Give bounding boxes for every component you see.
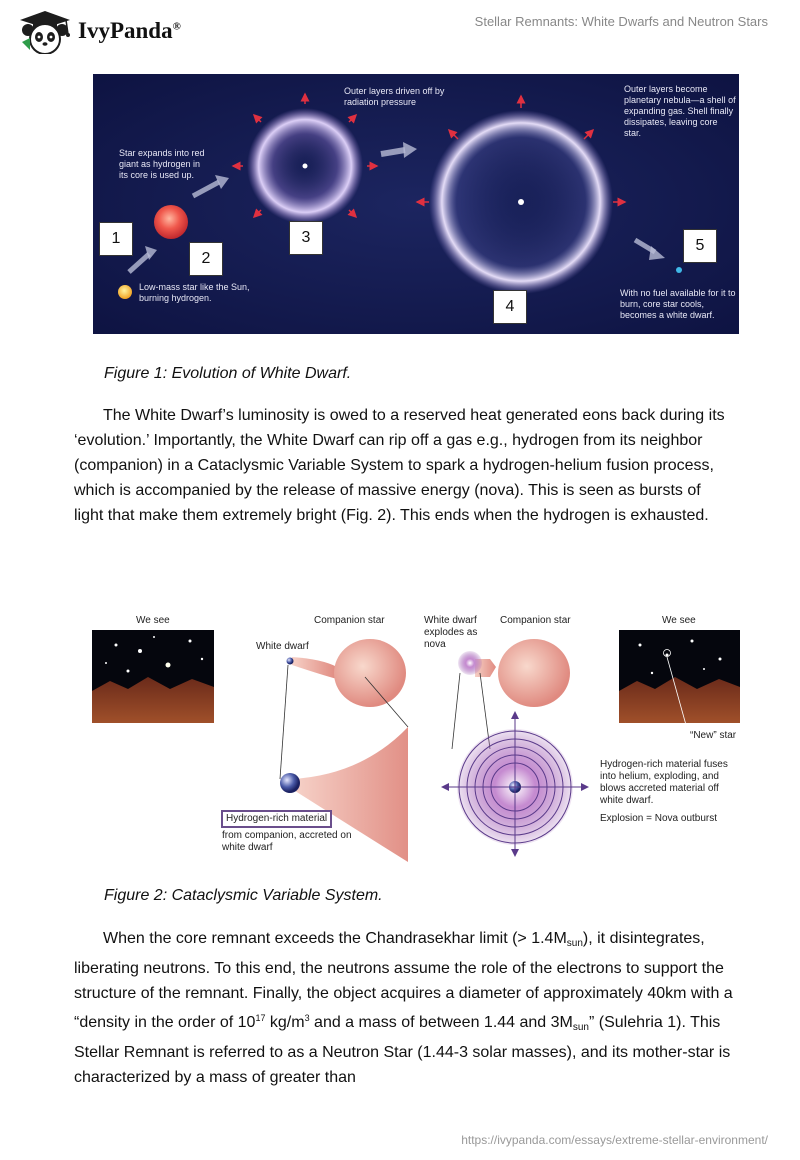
label-companion-star-left: Companion star: [314, 615, 385, 626]
page-title: Stellar Remnants: White Dwarfs and Neutron Stars: [474, 14, 768, 29]
label-planetary-nebula: Outer layers become planetary nebula—a shell of expanding gas. Shell finally dissipates, leaving core star.: [624, 84, 736, 138]
figure-cataclysmic-variable: [92, 607, 740, 862]
superscript-cubed: 3: [304, 1013, 310, 1023]
step-box-3: 3: [289, 221, 323, 255]
label-white-dwarf: White dwarf: [256, 641, 309, 652]
step-box-2: 2: [189, 242, 223, 276]
paragraph-2-text: When the core remnant exceeds the Chandrasekhar limit (> $1.4M_{sun}$), it disintegrates, liberating neutrons. To this end, the neutrons assume the role of the electrons to support the structure of the remnant. Finally, the object acquires a diameter of approximately 40km with a “density in the order of $10^{17}$ $kg/m^3$ and a mass of between 1.44 and $3M_{sun}$” (Sulehria 1). This Stellar Remnant is referred to as a Neutron Star (1.44-3 solar masses), and its mother-star is characterized by a mass of greater than: [74, 930, 733, 1086]
step-box-1: 1: [99, 222, 133, 256]
figure2-caption: Figure 2: Cataclysmic Variable System.: [104, 887, 383, 904]
label-nova-outburst: Explosion = Nova outburst: [600, 813, 718, 824]
label-we-see-right: We see: [662, 615, 696, 626]
label-white-dwarf-final: With no fuel available for it to burn, core star cools, becomes a white dwarf.: [620, 288, 736, 320]
panda-icon: [16, 8, 74, 54]
subscript-sun: sun: [566, 938, 583, 949]
label-fusion-explanation: Hydrogen-rich material fuses into helium, exploding, and blows accreted material off white dwarf.: [600, 759, 728, 806]
paragraph-white-dwarf: [74, 403, 734, 528]
subscript-sun-2: sun: [572, 1022, 589, 1033]
brand-name: IvyPanda®: [78, 18, 181, 43]
label-we-see-left: We see: [136, 615, 170, 626]
label-low-mass-star: Low-mass star like the Sun, burning hydrogen.: [139, 282, 250, 303]
label-red-giant: Star expands into red giant as hydrogen in its core is used up.: [119, 148, 205, 180]
label-companion-star-right: Companion star: [500, 615, 571, 626]
label-hydrogen-rich-box: Hydrogen-rich material: [221, 810, 332, 828]
paragraph-1-text: The White Dwarf’s luminosity is owed to a reserved heat generated eons back during its ‘evolution.’ Importantly, the White Dwarf can rip off a gas e.g., hydrogen from its neighbor (companion) in a Cataclysmic Variable System to spark a hydrogen-helium fusion process, which is accompanied by the release of massive energy (nova). This is seen as bursts of light that make them extremely bright (Fig. 2). This ends when the hydrogen is exhausted.: [74, 407, 725, 524]
figure-white-dwarf-evolution: [93, 74, 739, 334]
label-new-star: “New” star: [690, 730, 737, 741]
page-header: [0, 0, 800, 56]
superscript-exponent: 17: [255, 1013, 266, 1023]
label-from-companion: from companion, accreted on white dwarf: [222, 830, 352, 853]
step-box-5: 5: [683, 229, 717, 263]
source-url-link[interactable]: https://ivypanda.com/essays/extreme-stellar-environment/: [461, 1133, 768, 1147]
step-box-4: 4: [493, 290, 527, 324]
ivypanda-logo[interactable]: [16, 8, 181, 54]
label-radiation-pressure: Outer layers driven off by radiation pressure: [344, 86, 445, 107]
label-white-dwarf-explodes: White dwarf explodes as nova: [424, 615, 478, 650]
paragraph-neutron-star: [74, 926, 734, 1090]
figure1-caption: Figure 1: Evolution of White Dwarf.: [104, 365, 352, 382]
